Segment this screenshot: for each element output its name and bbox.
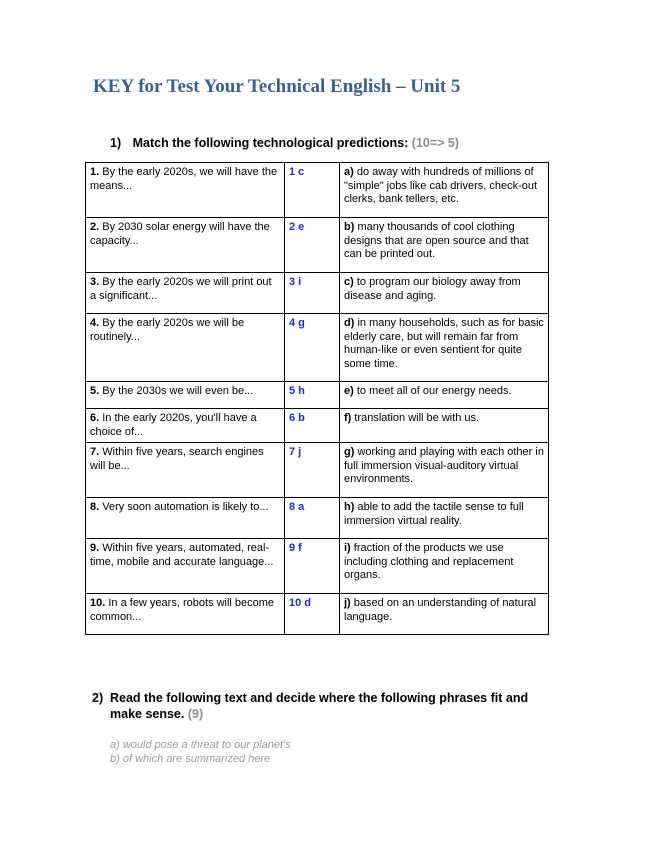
answer-cell: 9 f [285, 539, 340, 594]
prediction-end-cell [340, 409, 549, 443]
table-row [86, 594, 549, 635]
answer-cell: 8 a [285, 498, 340, 539]
question-2-heading [92, 690, 564, 722]
prediction-end-text: translation will be with us. [351, 412, 480, 424]
prediction-start-cell [86, 314, 285, 382]
prediction-end-cell [340, 314, 549, 382]
option-letter: a) [344, 166, 354, 178]
option-letter: i) [344, 542, 351, 555]
prediction-end-cell [340, 443, 549, 498]
option-letter: j) [344, 597, 351, 610]
table-row [86, 443, 549, 498]
option-letter: c) [344, 276, 354, 288]
table-row [86, 273, 549, 314]
prediction-number: 4. [90, 317, 100, 329]
prediction-end-cell [340, 273, 549, 314]
table-row [86, 498, 549, 539]
prediction-end-cell [340, 218, 549, 273]
option-letter: g) [344, 446, 355, 459]
table-row [86, 382, 549, 409]
phrase-item: b) of which are summarized here [110, 753, 271, 765]
table-row [86, 314, 549, 382]
answer-cell: 6 b [285, 409, 340, 443]
prediction-start-text: Within five years, automated, real-time, mobile and accurate language... [90, 542, 274, 568]
phrase-list [110, 738, 291, 766]
prediction-number: 5. [90, 385, 100, 397]
answer-cell: 10 d [285, 594, 340, 635]
question-2-text-line2: make sense. [110, 707, 185, 721]
prediction-number: 9. [90, 542, 100, 555]
prediction-start-text: By the early 2020s we will be routinely... [90, 317, 245, 343]
question-2-points: (9) [187, 707, 204, 721]
prediction-end-text: able to add the tactile sense to full immersion virtual reality. [344, 501, 524, 527]
prediction-end-cell [340, 539, 549, 594]
prediction-start-cell [86, 163, 285, 218]
answer-cell: 1 c [285, 163, 340, 218]
option-letter: f) [344, 412, 352, 424]
document-title: KEY for Test Your Technical English – Unit 5 [93, 76, 461, 97]
prediction-end-text: based on an understanding of natural language. [344, 597, 537, 623]
prediction-end-text: many thousands of cool clothing designs that are open source and that can be printed out. [344, 221, 529, 261]
prediction-start-cell [86, 498, 285, 539]
table-row [86, 218, 549, 273]
prediction-end-text: to program our biology away from disease and aging. [344, 276, 521, 302]
prediction-number: 8. [90, 501, 100, 514]
prediction-start-text: By 2030 solar energy will have the capacity... [90, 221, 270, 247]
answer-cell: 4 g [285, 314, 340, 382]
prediction-start-cell [86, 409, 285, 443]
answer-cell: 2 e [285, 218, 340, 273]
prediction-start-cell [86, 382, 285, 409]
question-2-text-line1: Read the following text and decide where the following phrases fit and [110, 691, 529, 705]
prediction-start-cell [86, 273, 285, 314]
prediction-start-cell [86, 539, 285, 594]
answer-cell: 5 h [285, 382, 340, 409]
prediction-end-text: fraction of the products we use including clothing and replacement organs. [344, 542, 514, 582]
prediction-number: 10. [90, 597, 106, 610]
matching-table [85, 162, 549, 635]
option-letter: d) [344, 317, 355, 329]
prediction-end-cell [340, 163, 549, 218]
table-row [86, 163, 549, 218]
prediction-end-cell [340, 382, 549, 409]
question-1-number: 1) [110, 136, 122, 150]
question-1-points: (10=> 5) [411, 136, 460, 150]
phrase-item: a) would pose a threat to our planet's [110, 739, 291, 751]
prediction-end-text: do away with hundreds of millions of "simple" jobs like cab drivers, check-out clerks, bank tellers, etc. [344, 166, 538, 206]
question-1-heading [110, 136, 459, 150]
table-row [86, 539, 549, 594]
option-letter: b) [344, 221, 355, 233]
prediction-end-cell [340, 498, 549, 539]
prediction-start-cell [86, 594, 285, 635]
answer-cell: 7 j [285, 443, 340, 498]
question-2-number: 2) [92, 691, 104, 705]
option-letter: e) [344, 385, 354, 397]
prediction-number: 7. [90, 446, 100, 459]
prediction-number: 3. [90, 276, 100, 288]
option-letter: h) [344, 501, 355, 514]
prediction-number: 2. [90, 221, 100, 233]
prediction-start-text: Within five years, search engines will be... [90, 446, 264, 472]
prediction-start-cell [86, 218, 285, 273]
prediction-start-text: By the early 2020s we will print out a significant... [90, 276, 272, 302]
prediction-number: 6. [90, 412, 100, 424]
prediction-start-text: Very soon automation is likely to... [99, 501, 269, 514]
prediction-end-text: working and playing with each other in full immersion visual-auditory virtual environments. [344, 446, 544, 486]
question-1-text: Match the following technological predictions: [132, 136, 409, 150]
prediction-end-text: to meet all of our energy needs. [353, 385, 512, 397]
table-row [86, 409, 549, 443]
answer-cell: 3 i [285, 273, 340, 314]
prediction-start-text: In the early 2020s, you'll have a choice of... [90, 412, 257, 438]
prediction-start-text: By the early 2020s, we will have the means... [90, 166, 278, 192]
prediction-start-text: By the 2030s we will even be... [99, 385, 254, 397]
prediction-end-text: in many households, such as for basic elderly care, but will remain far from human-like or even sentient for quite some time. [344, 317, 544, 370]
prediction-end-cell [340, 594, 549, 635]
prediction-number: 1. [90, 166, 100, 178]
prediction-start-cell [86, 443, 285, 498]
prediction-start-text: In a few years, robots will become common... [90, 597, 275, 623]
